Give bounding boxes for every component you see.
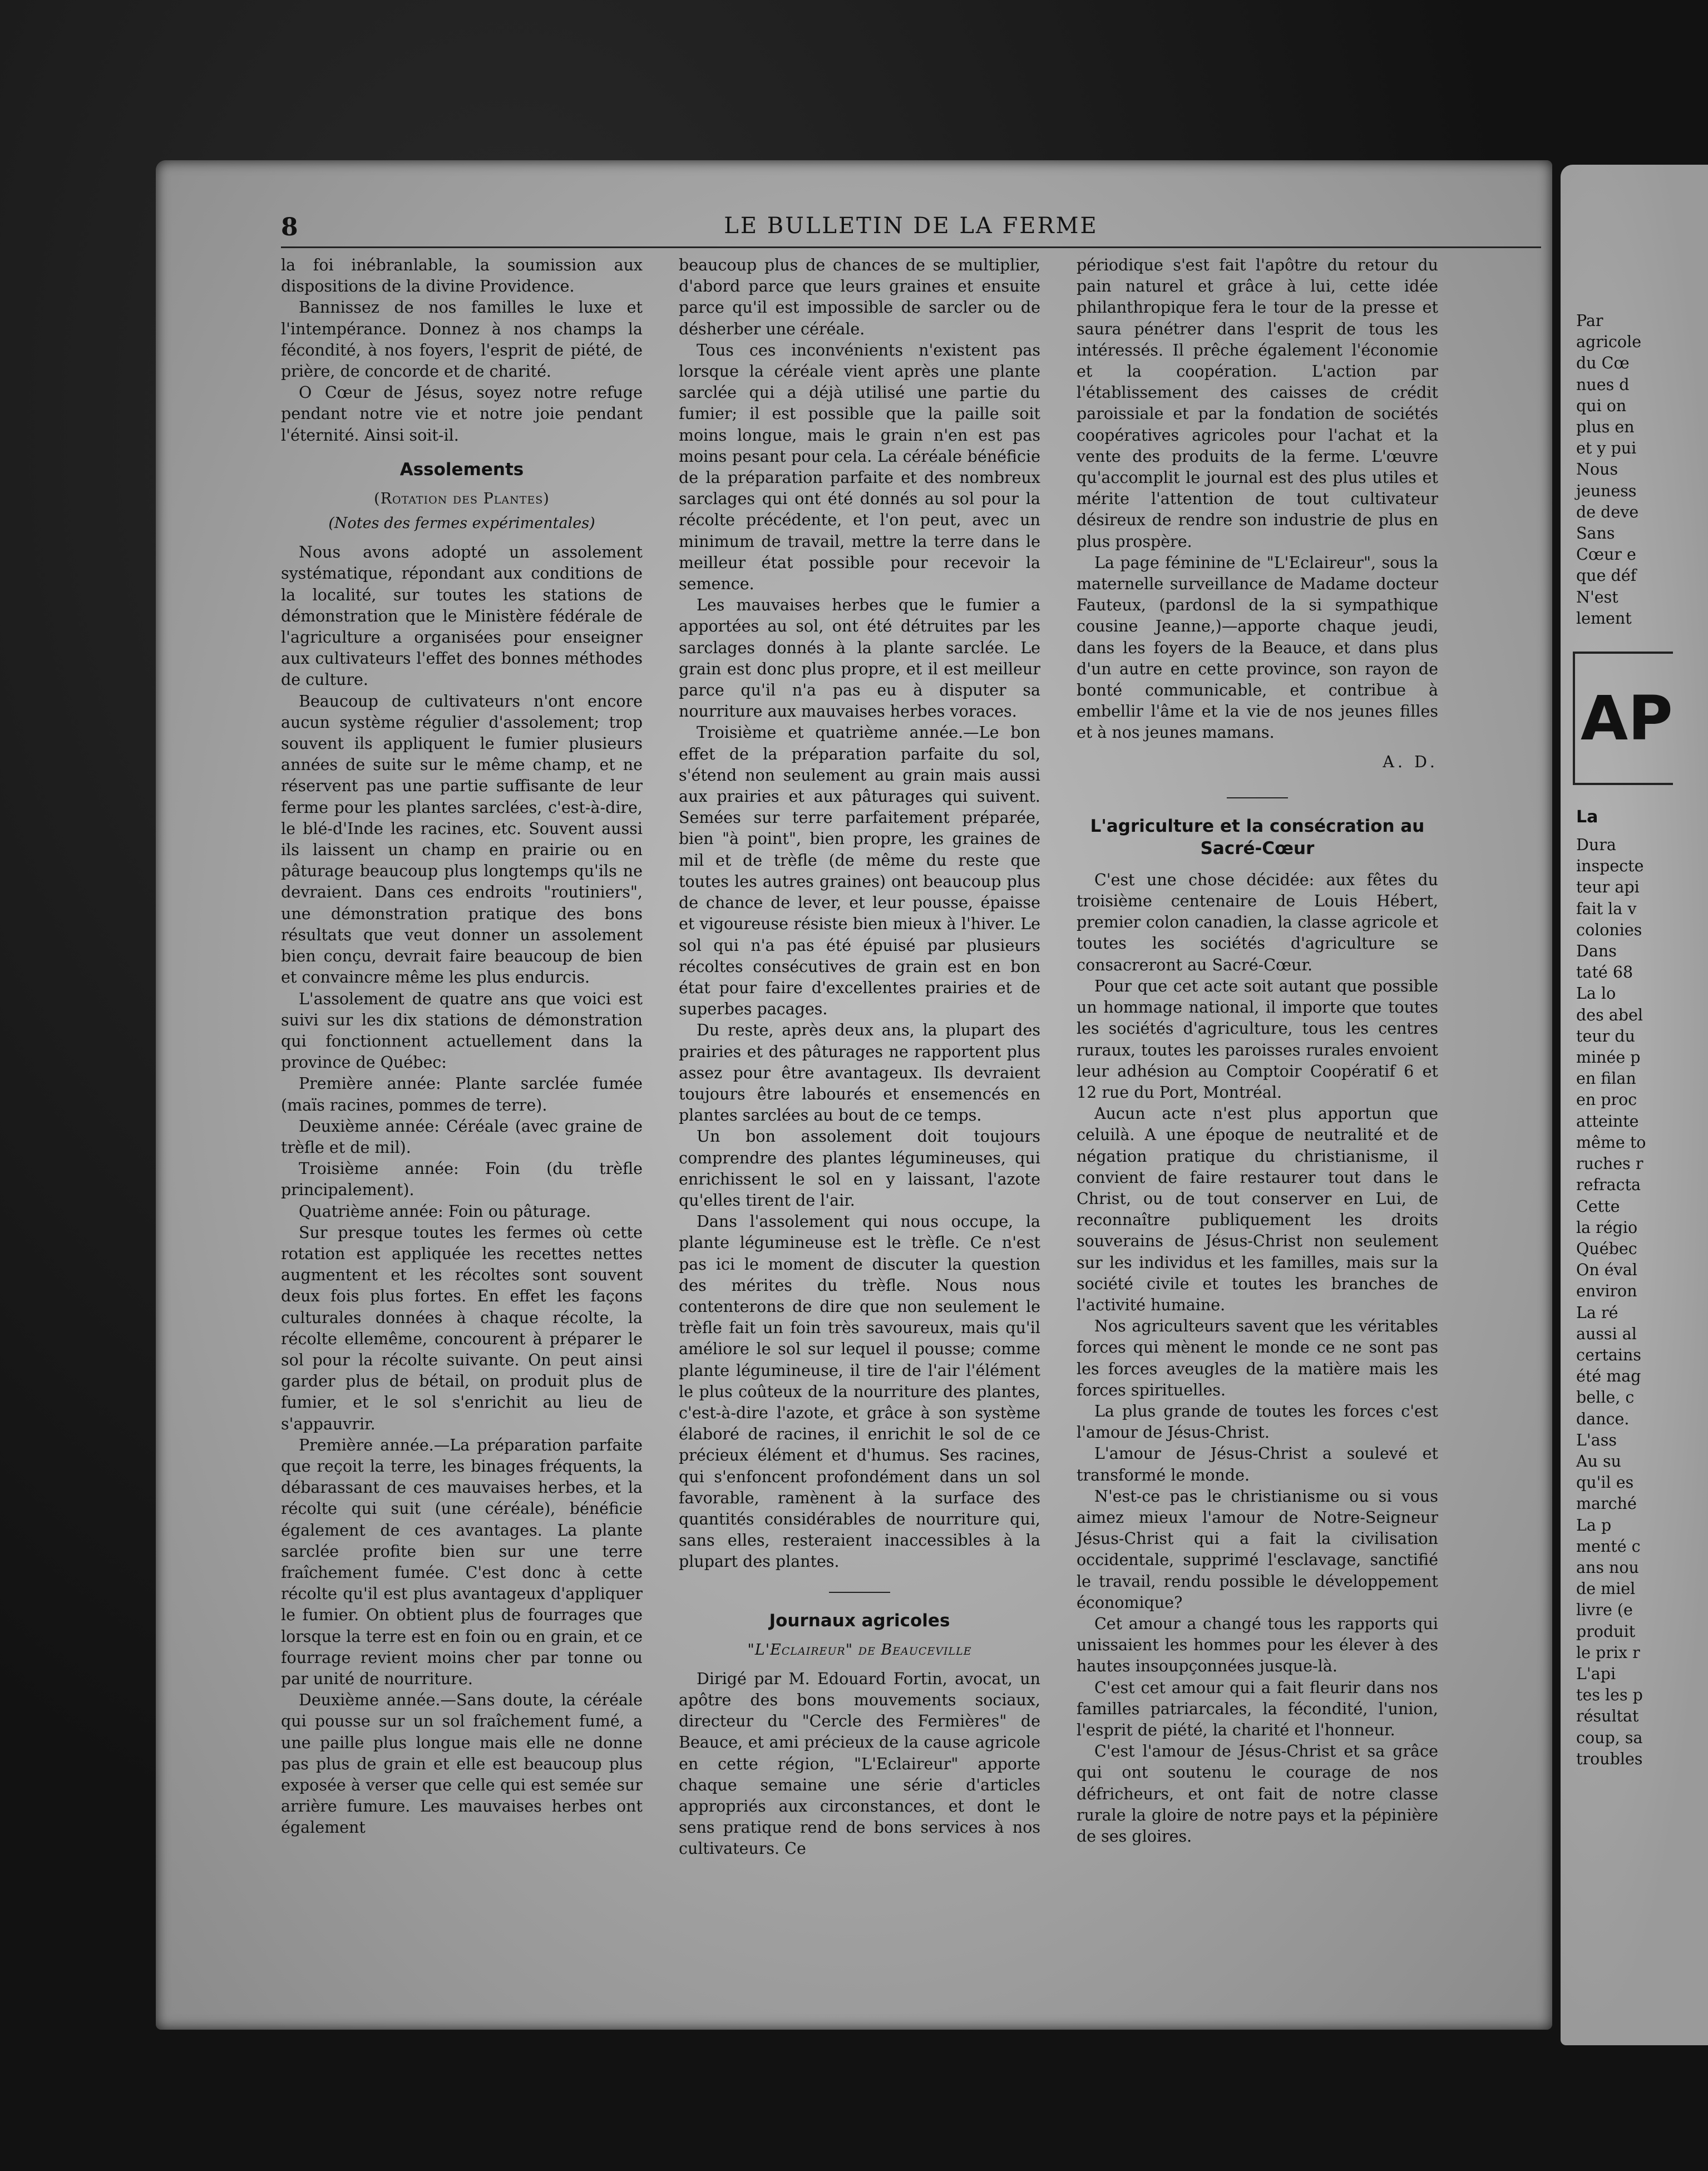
- text-line: environ: [1576, 1282, 1637, 1301]
- text-line: Par: [1576, 312, 1603, 330]
- header-rule: [281, 246, 1541, 248]
- article-note: (Notes des fermes expérimentales): [328, 515, 595, 532]
- article-heading-assolements: Assolements: [399, 459, 524, 480]
- paragraph: La page féminine de "L'Eclaireur", sous la maternelle surveillance de Madame docteur Fauteux, (pardonsl de la si sympathique cousine Jeanne,)—apporte chaque jeudi, dans les foyers de la Beauce, et dans plus d'un autre en cette province, son rayon de bonté communicable, et contribue à embellir l'âme et la vie de nos jeunes filles et à nos jeunes mamans.: [1077, 553, 1438, 742]
- text-line: agricole: [1576, 333, 1642, 352]
- paragraph: Du reste, après deux ans, la plupart des prairies et des pâturages ne rapportent plus assez pour être avantageux. Ils devraient toujours être labourés et ensemencés en plantes sarclées au bout de ce temps.: [679, 1021, 1040, 1125]
- text-line: menté c: [1576, 1537, 1641, 1556]
- facing-page-heading: La: [1576, 807, 1598, 827]
- rotation-year-2: Deuxième année: Céréale (avec graine de trèfle et de mil).: [281, 1117, 643, 1157]
- text-line: Au su: [1576, 1452, 1621, 1471]
- text-line: ruches r: [1576, 1154, 1643, 1173]
- text-line: troubles: [1576, 1749, 1643, 1768]
- text-line: ans nou: [1576, 1558, 1639, 1577]
- article-subheading: [679, 1640, 1040, 1661]
- text-line: La lo: [1576, 984, 1616, 1003]
- text-line: dance.: [1576, 1409, 1630, 1428]
- text-line: fait la v: [1576, 899, 1637, 918]
- text-line: été mag: [1576, 1367, 1641, 1386]
- column-3: [1077, 255, 1438, 1847]
- paragraph: périodique s'est fait l'apôtre du retour du pain naturel et grâce à lui, cette idée philanthropique fera le tour de la presse et saura pénétrer dans l'esprit de tous les intéressés. Il prêche également l'économie et la coopération. L'action par l'établissement des caisses de crédit paroissiale et par la fondation de sociétés coopératives agricoles pour l'achat et la vente des produits de la ferme. L'œuvre qu'accomplit le journal est des plus utiles et mérite l'attention de tout cultivateur désireux de rendre son industrie de plus en plus prospère.: [1077, 256, 1438, 551]
- paragraph: N'est-ce pas le christianisme ou si vous aimez mieux l'amour de Notre-Seigneur Jésus-Christ qui a fait la civilisation occidentale, supprimé l'esclavage, sanctifié le travail, rendu possible le développement économique?: [1077, 1487, 1438, 1612]
- paragraph: beaucoup plus de chances de se multiplier, d'abord parce que leurs graines et ensuite parce qu'il est impossible de sarcler ou de désherber une céréale.: [679, 256, 1040, 338]
- text-line: Dura: [1576, 836, 1616, 855]
- text-line: colonies: [1576, 920, 1642, 939]
- journal-title: LE BULLETIN DE LA FERME: [724, 213, 1098, 239]
- text-line: Cette: [1576, 1197, 1620, 1216]
- text-line: teur api: [1576, 878, 1640, 897]
- text-line: lement: [1576, 609, 1632, 628]
- facing-page-lines-top: [1561, 310, 1708, 629]
- text-line: des abel: [1576, 1005, 1643, 1024]
- text-line: refracta: [1576, 1176, 1641, 1195]
- text-line: de miel: [1576, 1580, 1636, 1598]
- text-line: La p: [1576, 1516, 1612, 1534]
- column-2: [679, 255, 1040, 1860]
- paragraph: Nos agriculteurs savent que les véritables forces qui mènent le monde ce ne sont pas les forces aveugles de la matière mais les forces spirituelles.: [1077, 1317, 1438, 1399]
- text-line: inspecte: [1576, 857, 1644, 876]
- text-line: en proc: [1576, 1091, 1637, 1109]
- text-line: L'ass: [1576, 1430, 1617, 1449]
- paragraph: Sur presque toutes les fermes où cette rotation est appliquée les recettes nettes augmentent et les récoltes sont souvent deux fois plus fortes. En effet les façons culturales données à chaque récolte, la récolte ellemême, concourent à préparer le sol pour la récolte suivante. On peut ainsi garder plus de bétail, on produit plus de fumier, et le sol s'enrichit au lieu de s'appauvrir.: [281, 1223, 643, 1433]
- paragraph: Aucun acte n'est plus apportun que celuilà. A une époque de neutralité et de négation pratique du christianisme, il convient de faire restaurer tout dans le Christ, ou de tout conserver en Lui, de reconnaître publiquement les droits souverains de Jésus-Christ non seulement sur les individus et les familles, mais sur la société civile et toutes les branches de l'activité humaine.: [1077, 1104, 1438, 1314]
- text-line: teur du: [1576, 1027, 1635, 1045]
- text-line: que déf: [1576, 566, 1637, 585]
- text-line: Québec: [1576, 1239, 1637, 1258]
- subheading-text: "L'Eclaireur" de Beauceville: [747, 1641, 972, 1659]
- section-separator: [1227, 797, 1288, 798]
- paragraph: O Cœur de Jésus, soyez notre refuge pendant notre vie et notre joie pendant l'éternité. Ainsi soit-il.: [281, 383, 643, 445]
- text-line: nues d: [1576, 375, 1630, 394]
- paragraph: L'assolement de quatre ans que voici est suivi sur les dix stations de démonstration qui fonctionnent actuellement dans la province de Québec:: [281, 989, 643, 1072]
- rotation-year-3: Troisième année: Foin (du trèfle principalement).: [281, 1159, 643, 1200]
- text-line: Cœur e: [1576, 545, 1636, 564]
- text-line: jeuness: [1576, 481, 1637, 500]
- paragraph: Bannissez de nos familles le luxe et l'intempérance. Donnez à nos champs la fécondité, à nos foyers, l'esprit de piété, de prière, de concorde et de charité.: [281, 298, 643, 381]
- text-line: de deve: [1576, 502, 1639, 521]
- text-line: coup, sa: [1576, 1728, 1643, 1747]
- text-line: produit: [1576, 1622, 1636, 1641]
- paragraph: Première année.—La préparation parfaite que reçoit la terre, les binages fréquents, la débarassant de ces mauvaises herbes, et la récolte qui suit (une céréale), bénéficie également de ces avantages. La plante sarclée profite bien sur une terre fraîchement fumée. C'est donc à cette récolte qu'il est plus avantageux d'appliquer le fumier. On obtient plus de fourrages que lorsque la terre est en foin ou en grain, et ce fourrage revient moins cher par tonne ou par unité de nourriture.: [281, 1435, 643, 1688]
- paragraph: Dirigé par M. Edouard Fortin, avocat, un apôtre des bons mouvements sociaux, directeur du "Cercle des Fermières" de Beauce, et ami précieux de la cause agricole en cette région, "L'Eclaireur" apporte chaque semaine une série d'articles appropriés aux circonstances, et dont le sens pratique rend de bons services à nos cultivateurs. Ce: [679, 1669, 1040, 1858]
- text-line: Nous: [1576, 460, 1618, 479]
- text-line: plus en: [1576, 418, 1635, 437]
- text-line: minée p: [1576, 1048, 1641, 1067]
- text-line: La ré: [1576, 1303, 1618, 1322]
- paragraph: Pour que cet acte soit autant que possible un hommage national, il importe que toutes les sociétés d'agriculture, tous les centres ruraux, toutes les paroisses rurales envoient leur adhésion au Comptoir Coopératif 6 et 12 rue du Port, Montréal.: [1077, 976, 1438, 1102]
- text-line: résultat: [1576, 1707, 1639, 1726]
- rotation-year-4: Quatrième année: Foin ou pâturage.: [299, 1202, 591, 1221]
- rotation-year-1: Première année: Plante sarclée fumée (maïs racines, pommes de terre).: [281, 1074, 643, 1114]
- text-line: Sans: [1576, 524, 1615, 543]
- page-number: 8: [281, 213, 298, 241]
- article-heading-agriculture: L'agriculture et la consécration au Sacré-Cœur: [1090, 816, 1425, 858]
- text-line: du Cœ: [1576, 354, 1630, 373]
- article-heading-journaux: Journaux agricoles: [769, 1610, 950, 1631]
- text-line: taté 68: [1576, 963, 1633, 982]
- text-line: atteinte: [1576, 1112, 1639, 1131]
- paragraph: Cet amour a changé tous les rapports qui unissaient les hommes pour les élever à des hautes insoupçonnées jusque-là.: [1077, 1614, 1438, 1676]
- article-subheading: (Rotation des Plantes): [374, 490, 550, 507]
- text-line: tes les p: [1576, 1686, 1643, 1705]
- paragraph: la foi inébranlable, la soumission aux dispositions de la divine Providence.: [281, 256, 643, 296]
- facing-page-lines-bottom: [1561, 835, 1708, 1770]
- text-line: L'api: [1576, 1664, 1616, 1683]
- text-line: belle, c: [1576, 1388, 1635, 1407]
- paragraph: La plus grande de toutes les forces c'est l'amour de Jésus-Christ.: [1077, 1402, 1438, 1442]
- paragraph: C'est l'amour de Jésus-Christ et sa grâce qui ont soutenu le courage de nos défricheurs, et ont fait de notre classe rurale la gloire de notre pays et la pépinière de ses gloires.: [1077, 1742, 1438, 1846]
- paragraph: C'est une chose décidée: aux fêtes du troisième centenaire de Louis Hébert, premier colon canadien, la classe agricole et toutes les sociétés d'agriculture se consacreront au Sacré-Cœur.: [1077, 870, 1438, 974]
- newspaper-page: [156, 160, 1552, 2030]
- paragraph: Nous avons adopté un assolement systématique, répondant aux conditions de la localité, sur toutes les stations de démonstration que le Ministère fédérale de l'agriculture a organisées pour enseigner aux cultivateurs l'effet des bonnes méthodes de culture.: [281, 543, 643, 689]
- paragraph: Beaucoup de cultivateurs n'ont encore aucun système régulier d'assolement; trop souvent ils appliquent le fumier plusieurs années de suite sur le même champ, et ne réservent pas une partie suffisante de leur ferme pour les plantes sarclées, c'est-à-dire, le blé-d'Inde les racines, etc. Souvent aussi ils laissent un champ en prairie ou en pâturage beaucoup plus longtemps qu'ils ne devraient. Dans ces endroits "routiniers", une démonstration pratique des bons résultats que veut donner un assolement bien conçu, devrait faire beaucoup de bien et convaincre même les plus endurcis.: [281, 692, 643, 987]
- paragraph: Deuxième année.—Sans doute, la céréale qui pousse sur un sol fraîchement fumé, a une paille plus longue mais elle ne donne pas plus de grain et elle est beaucoup plus exposée à verser que celle qui est semée sur arrière fumure. Les mauvaises herbes ont également: [281, 1691, 643, 1837]
- text-line: la régio: [1576, 1218, 1638, 1237]
- article-signature: A. D.: [1383, 752, 1438, 771]
- paragraph: C'est cet amour qui a fait fleurir dans nos familles patriarcales, la fécondité, l'union, l'esprit de piété, la charité et l'honneur.: [1077, 1678, 1438, 1739]
- text-line: qui on: [1576, 396, 1627, 415]
- paragraph: Les mauvaises herbes que le fumier a apportées au sol, ont été détruites par les sarclages donnés à la plante sarclée. Le grain est donc plus propre, et il est meilleur parce qu'il n'a pas eu à disputer sa nourriture aux mauvaises herbes voraces.: [679, 596, 1040, 721]
- text-line: même to: [1576, 1133, 1646, 1152]
- text-line: N'est: [1576, 588, 1618, 606]
- text-line: certains: [1576, 1345, 1641, 1364]
- text-line: aussi al: [1576, 1324, 1637, 1343]
- page-header: [281, 213, 1541, 246]
- column-1: [281, 255, 643, 1839]
- paragraph: Dans l'assolement qui nous occupe, la plante légumineuse est le trèfle. Ce n'est pas ici le moment de discuter la question des mérites du trèfle. Nous nous contenterons de dire que non seulement le trèfle fait un foin très savoureux, mais qu'il améliore le sol sur lequel il pousse; comme plante légumineuse, il tire de l'air l'élément le plus coûteux de la nourriture des plantes, c'est-à-dire l'azote, et grâce à son système élaboré de racines, il enrichit le sol de ce précieux élément et d'humus. Ses racines, qui s'enfoncent profondément dans un sol favorable, ramènent à la surface des quantités considérables de nourriture qui, sans elles, resteraient inaccessibles à la plupart des plantes.: [679, 1212, 1040, 1571]
- paragraph: Tous ces inconvénients n'existent pas lorsque la céréale vient après une plante sarclée qui a déjà utilisé une partie du fumier; il est possible que la paille soit moins longue, mais le grain n'en est pas moins pesant pour cela. La céréale bénéficie de la préparation parfaite et des nombreux sarclages qui ont été donnés au sol pour la récolte précédente, et l'on peut, avec un minimum de travail, mettre la terre dans le meilleur état possible pour recevoir la semence.: [679, 341, 1040, 594]
- text-line: marché: [1576, 1494, 1637, 1513]
- text-line: livre (e: [1576, 1601, 1633, 1620]
- paragraph: Un bon assolement doit toujours comprendre des plantes légumineuses, qui enrichissent le sol en y laissant, l'azote qu'elles tirent de l'air.: [679, 1127, 1040, 1210]
- text-line: le prix r: [1576, 1643, 1640, 1662]
- text-line: et y pui: [1576, 439, 1637, 458]
- paragraph: L'amour de Jésus-Christ a soulevé et transformé le monde.: [1077, 1444, 1438, 1484]
- text-line: en filan: [1576, 1069, 1636, 1088]
- decorative-ornament-heading: AP: [1573, 652, 1673, 785]
- section-separator: [829, 1592, 890, 1593]
- text-line: Dans: [1576, 942, 1617, 961]
- facing-page-fragment: [1561, 165, 1708, 2045]
- paragraph: Troisième et quatrième année.—Le bon effet de la préparation parfaite du sol, s'étend non seulement au grain mais aussi aux prairies et aux pâturages qui suivent. Semées sur terre parfaitement préparée, bien "à point", bien propre, les graines de mil et de trèfle (de même du reste que toutes les autres graines) ont beaucoup plus de chance de lever, et leur pousse, épaisse et vigoureuse résiste bien mieux à l'hiver. Le sol qui n'a pas été épuisé par plusieurs récoltes consécutives de grain est en bon état pour faire d'excellentes prairies et de superbes pacages.: [679, 723, 1040, 1019]
- text-line: On éval: [1576, 1261, 1637, 1280]
- text-line: qu'il es: [1576, 1473, 1634, 1492]
